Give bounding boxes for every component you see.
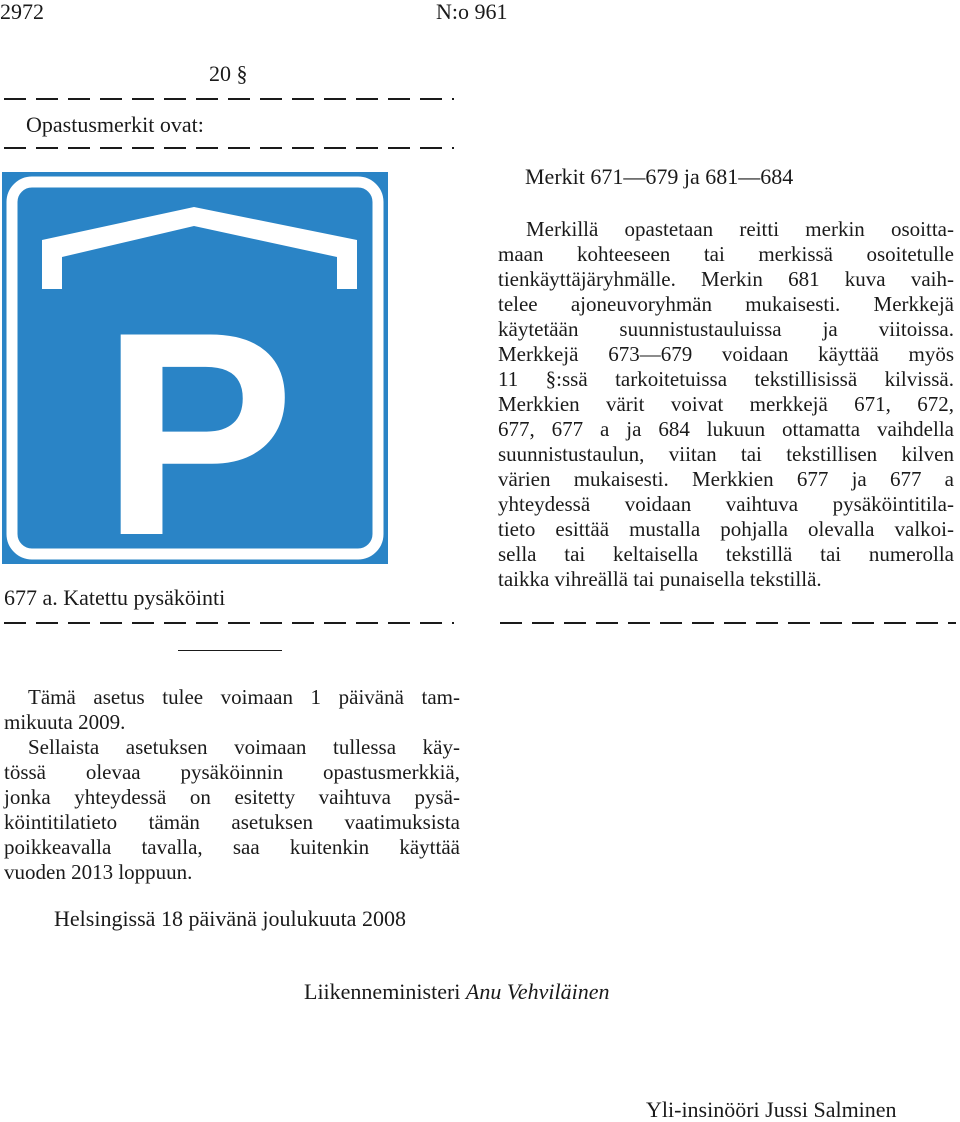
sign-caption: 677 a. Katettu pysäköinti: [4, 585, 226, 610]
marks-title: Merkit 671—679 ja 681—684: [525, 164, 794, 189]
text-line: 677, 677 a ja 684 lukuun ottamatta vaihdella: [498, 417, 954, 441]
parking-letter: P: [101, 272, 295, 564]
official-signature: Yli-insinööri Jussi Salminen: [646, 1097, 897, 1122]
text-line: värien mukaisesti. Merkkien 677 ja 677 a: [498, 467, 954, 491]
section-heading: Opastusmerkit ovat:: [26, 112, 204, 137]
section-mark: 20 §: [209, 61, 248, 86]
text-line: vuoden 2013 loppuun.: [4, 860, 193, 884]
text-line: poikkeavalla tavalla, saa kuitenkin käyttää: [4, 835, 460, 859]
text-line: Tämä asetus tulee voimaan 1 päivänä tam-: [28, 685, 460, 709]
text-line: tienkäyttäjäryhmälle. Merkin 681 kuva vaih-: [498, 267, 954, 291]
divider-dashes: [4, 622, 454, 624]
divider-dashes: [4, 147, 454, 149]
text-line: jonka yhteydessä on esitetty vaihtuva pysä-: [4, 785, 460, 809]
text-line: tössä olevaa pysäköinnin opastusmerkkiä,: [4, 760, 460, 784]
effective-date-paragraph: [4, 685, 460, 885]
text-line: yhteydessä voidaan vaihtuva pysäköintitila-: [498, 492, 954, 516]
covered-parking-sign-icon: [2, 172, 388, 564]
minister-name: Anu Vehviläinen: [465, 979, 610, 1004]
text-line: käytetään suunnistustauluissa ja viitoissa.: [498, 317, 954, 341]
marks-description: [498, 217, 954, 592]
minister-title: Liikenneministeri: [304, 979, 461, 1004]
text-line: sella tai keltaisella tekstillä tai numerolla: [498, 542, 954, 566]
text-line: köintitilatieto tämän asetuksen vaatimuksista: [4, 810, 460, 834]
place-date: Helsingissä 18 päivänä joulukuuta 2008: [54, 906, 406, 931]
text-line: suunnistustaulun, viitan tai tekstillisen kilven: [498, 442, 954, 466]
text-line: maan kohteeseen tai merkissä osoitetulle: [498, 242, 954, 266]
divider-dashes: [4, 98, 454, 100]
issue-number: N:o 961: [436, 0, 508, 24]
text-line: mikuuta 2009.: [4, 710, 126, 734]
text-line: Merkillä opastetaan reitti merkin osoitta-: [526, 217, 954, 241]
short-rule: [178, 650, 282, 651]
text-line: tieto esittää mustalla pohjalla olevalla valkoi-: [498, 517, 954, 541]
minister-signature: [304, 980, 609, 1004]
page-number: 2972: [0, 0, 44, 24]
text-line: Sellaista asetuksen voimaan tullessa käy-: [28, 735, 460, 759]
text-line: 11 §:ssä tarkoitetuissa tekstillisissä kilvissä.: [498, 367, 954, 391]
text-line: telee ajoneuvoryhmän mukaisesti. Merkkejä: [498, 292, 954, 316]
text-line: Merkkien värit voivat merkkejä 671, 672,: [498, 392, 954, 416]
divider-dashes: [500, 622, 956, 624]
text-line: taikka vihreällä tai punaisella tekstillä.: [498, 567, 822, 591]
text-line: Merkkejä 673—679 voidaan käyttää myös: [498, 342, 954, 366]
